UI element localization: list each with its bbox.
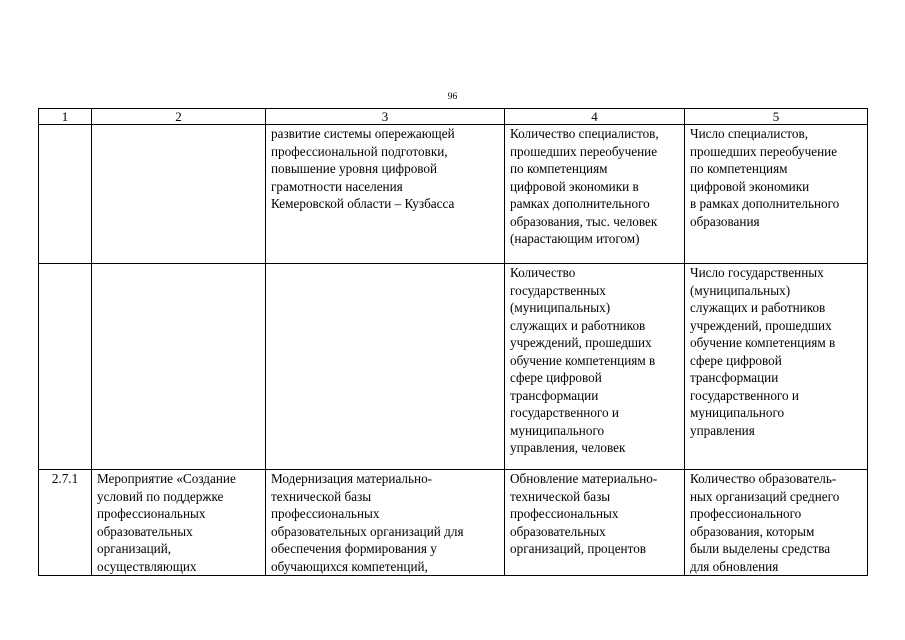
- column-header-1: 1: [39, 109, 92, 125]
- table-cell: [92, 125, 266, 264]
- page-number: 96: [447, 92, 458, 102]
- table-cell: Модернизация материально- технической базы профессиональных образовательных организаций для обеспечения формирования у обучающихся компетенций,: [266, 470, 505, 576]
- table-row: [39, 264, 868, 470]
- table-cell: 2.7.1: [39, 470, 92, 576]
- table-row: [39, 470, 868, 576]
- table-cell: Число государственных (муниципальных) служащих и работников учреждений, прошедших обучение компетенциям в сфере цифровой трансформации государственного и муниципального управления: [685, 264, 868, 470]
- table-cell: Мероприятие «Создание условий по поддержке профессиональных образовательных организаций, осуществляющих: [92, 470, 266, 576]
- table-cell: Количество образователь- ных организаций среднего профессионального образования, которым были выделены средства для обновления: [685, 470, 868, 576]
- header-row: [39, 109, 868, 125]
- document-table: [38, 108, 868, 576]
- column-header-4: 4: [505, 109, 685, 125]
- table-cell: [92, 264, 266, 470]
- table-cell: Количество государственных (муниципальных) служащих и работников учреждений, прошедших обучение компетенциям в сфере цифровой трансформации государственного и муниципального управления, человек: [505, 264, 685, 470]
- table-cell: [39, 125, 92, 264]
- table-cell: [266, 264, 505, 470]
- table-cell: Количество специалистов, прошедших переобучение по компетенциям цифровой экономики в рамках дополнительного образования, тыс. человек (нарастающим итогом): [505, 125, 685, 264]
- column-header-3: 3: [266, 109, 505, 125]
- column-header-2: 2: [92, 109, 266, 125]
- column-header-5: 5: [685, 109, 868, 125]
- table-row: [39, 125, 868, 264]
- table-cell: Обновление материально- технической базы профессиональных образовательных организаций, процентов: [505, 470, 685, 576]
- table-cell: развитие системы опережающей профессиональной подготовки, повышение уровня цифровой грамотности населения Кемеровской области – Кузбасса: [266, 125, 505, 264]
- table-cell: [39, 264, 92, 470]
- table-cell: Число специалистов, прошедших переобучение по компетенциям цифровой экономики в рамках дополнительного образования: [685, 125, 868, 264]
